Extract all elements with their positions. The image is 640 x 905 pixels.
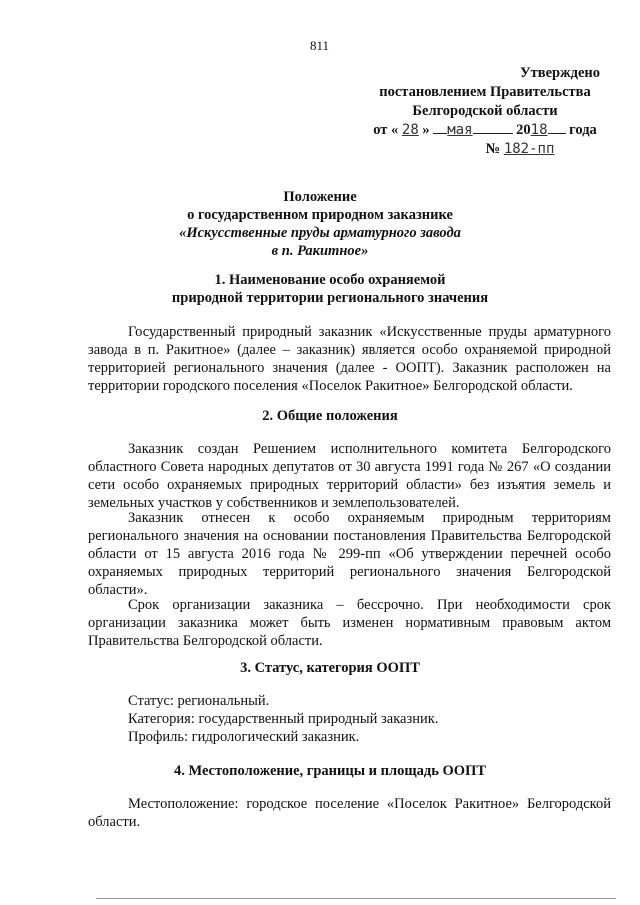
profile-line: Профиль: гидрологический заказник. bbox=[128, 729, 360, 745]
section-2-paragraph-2: Заказник отнесен к особо охраняемым природным территориям регионального значения на основании постановления Правительства Белгородской области от 15 августа 2016 года № 299-пп «Об утверждении перечней особо охраняемых природных территорий регионального значения Белгородской области». bbox=[88, 510, 611, 598]
approval-date bbox=[360, 121, 610, 140]
section-1-title-line-2: природной территории регионального значения bbox=[171, 290, 489, 306]
section-3-title: 3. Статус, категория ООПТ bbox=[240, 660, 420, 676]
section-2-paragraph-3: Срок организации заказника – бессрочно. При необходимости срок организации заказника может быть изменен нормативным правовым актом Правительства Белгородской области. bbox=[88, 597, 611, 649]
section-1-title-line-1: 1. Наименование особо охраняемой bbox=[214, 272, 446, 288]
number-value: 182-пп bbox=[503, 141, 555, 157]
title-line-1: Положение bbox=[283, 189, 357, 205]
category-line: Категория: государственный природный заказник. bbox=[128, 711, 439, 727]
page-number: 811 bbox=[310, 38, 330, 53]
title-line-3: «Искусственные пруды арматурного завода bbox=[179, 225, 461, 241]
section-1-paragraph: Государственный природный заказник «Искусственные пруды арматурного завода в п. Ракитное» (далее – заказник) является особо охраняемой природной территорией регионального значения (далее - ООПТ). Заказник расположен на территории городского поселения «Поселок Ракитное» Белгородской области. bbox=[88, 324, 611, 394]
section-4-paragraph: Местоположение: городское поселение «Поселок Ракитное» Белгородской области. bbox=[88, 796, 611, 830]
date-prefix: от « bbox=[373, 122, 399, 138]
title-line-4: в п. Ракитное» bbox=[271, 243, 369, 259]
number-prefix: № bbox=[485, 141, 501, 157]
status-line: Статус: региональный. bbox=[128, 693, 270, 709]
date-year-suffix: 18 bbox=[530, 122, 548, 138]
section-2-paragraph-1: Заказник создан Решением исполнительного комитета Белгородского областного Совета народных депутатов от 30 августа 1991 года № 267 «О создании сети особо охраняемых природных территорий области» без изъятия земель и земельных участков у собственников и землепользователей. bbox=[88, 441, 611, 511]
section-2-title: 2. Общие положения bbox=[262, 408, 398, 424]
date-mid: » bbox=[422, 122, 430, 138]
page-bottom-edge bbox=[96, 898, 616, 899]
section-3-list bbox=[128, 692, 438, 746]
approval-line-1: Утверждено bbox=[520, 65, 600, 81]
section-1-title bbox=[80, 271, 580, 307]
title-line-2: о государственном природном заказнике bbox=[187, 207, 453, 223]
approval-block bbox=[360, 64, 610, 159]
approval-line-2: постановлением Правительства bbox=[379, 84, 591, 100]
date-suffix: года bbox=[569, 122, 597, 138]
section-4-title: 4. Местоположение, границы и площадь ООПТ bbox=[173, 763, 487, 779]
approval-number bbox=[360, 140, 610, 159]
approval-line-3: Белгородской области bbox=[412, 103, 558, 119]
document-title bbox=[150, 188, 490, 260]
date-month: мая bbox=[447, 122, 473, 138]
date-year-prefix: 20 bbox=[516, 122, 531, 138]
date-day: 28 bbox=[401, 122, 419, 138]
